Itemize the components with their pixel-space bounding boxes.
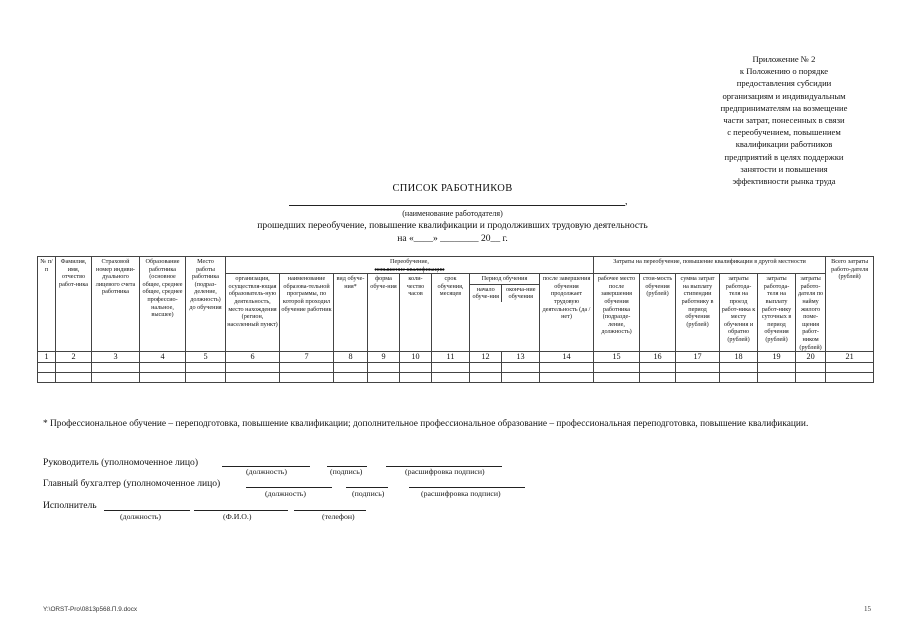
header-program: наименование образова-тельной программы, по которой проходил обучение работник	[280, 274, 334, 352]
accountant-caption-position: (должность)	[265, 489, 306, 498]
employer-comma: ,	[625, 196, 628, 207]
header-retraining-title: Переобучение,	[390, 258, 429, 265]
header-period-group	[470, 274, 540, 352]
header-snils: Страховой номер индиви-дуального лицевого счета работника	[92, 257, 140, 352]
appendix-line: занятости и повышения	[740, 163, 828, 174]
date-line: на «____» ________ 20__ г.	[397, 233, 508, 244]
appendix-line: предпринимателям на возмещение	[720, 102, 848, 113]
accountant-position-line	[246, 487, 332, 488]
appendix-line: организациям и индивидуальным	[722, 90, 846, 101]
table-row	[38, 373, 874, 383]
column-number: 6	[226, 352, 280, 363]
column-number: 7	[280, 352, 334, 363]
column-number: 12	[470, 352, 502, 363]
column-number: 10	[400, 352, 432, 363]
header-costs-group: Затраты на переобучение, повышение квалификации в другой местности	[594, 257, 826, 274]
header-total: Всего затраты работо-дателя (рублей)	[826, 257, 874, 352]
executor-caption-phone: (телефон)	[322, 512, 355, 521]
column-number: 1	[38, 352, 56, 363]
head-caption-signature: (подпись)	[330, 467, 363, 476]
header-daily: затраты работода-теля на выплату работ-нику суточных в период обучения (рублей)	[758, 274, 796, 352]
header-continues-work: после завершения обучения продолжает трудовую деятельность (да / нет)	[540, 274, 594, 352]
appendix-heading	[668, 53, 900, 187]
accountant-caption-signature: (подпись)	[352, 489, 385, 498]
executor-label: Исполнитель	[43, 500, 97, 511]
header-period: Период обучения	[470, 274, 539, 285]
head-caption-decode: (расшифровка подписи)	[405, 467, 485, 476]
header-period-end: оконча-ние обучения	[505, 285, 536, 301]
header-hours: коли-чество часов	[400, 274, 432, 352]
header-period-start: начало обуче-ния	[470, 285, 502, 302]
employer-name-line	[289, 205, 625, 206]
column-number: 11	[432, 352, 470, 363]
column-number: 9	[368, 352, 400, 363]
accountant-caption-decode: (расшифровка подписи)	[421, 489, 501, 498]
head-caption-position: (должность)	[246, 467, 287, 476]
header-housing: затраты работо-дателя по найму жилого поме-щения работ-ником (рублей)	[796, 274, 826, 352]
header-education: Образование работника (основное общее, среднее общее, среднее профессио-нальное, высшее)	[140, 257, 186, 352]
accountant-signature-line	[346, 487, 388, 488]
appendix-line: с переобучением, повышением	[727, 127, 841, 138]
header-retraining-group	[226, 257, 594, 274]
appendix-line: эффективности рынка труда	[732, 176, 836, 187]
executor-position-line	[104, 510, 190, 511]
column-number: 16	[640, 352, 676, 363]
footer-file-path: Y:\ORST-Pro\0813p568.П.9.docx	[43, 606, 138, 613]
header-cost: стои-мость обучения (рублей)	[640, 274, 676, 352]
appendix-line: к Положению о порядке	[739, 66, 829, 77]
appendix-line: предоставления субсидии	[736, 78, 832, 89]
column-number: 13	[502, 352, 540, 363]
column-number: 18	[720, 352, 758, 363]
executor-name-line	[194, 510, 288, 511]
column-number: 2	[56, 352, 92, 363]
header-organization: организация, осуществля-ющая образователь-ную деятельность, место нахождения (регион, населенный пункт)	[226, 274, 280, 352]
column-number: 15	[594, 352, 640, 363]
workers-table	[37, 256, 874, 383]
appendix-line: части затрат, понесенных в связи	[723, 115, 845, 126]
header-term: срок обучения, месяцев	[432, 274, 470, 352]
column-number-row	[38, 352, 874, 363]
column-number: 17	[676, 352, 720, 363]
executor-caption-position: (должность)	[120, 512, 161, 521]
accountant-signature-label: Главный бухгалтер (уполномоченное лицо)	[43, 478, 221, 489]
header-stipend: сумма затрат на выплату стипендии работнику в период обучения (рублей)	[676, 274, 720, 352]
document-title: СПИСОК РАБОТНИКОВ	[392, 183, 513, 194]
executor-phone-line	[294, 510, 366, 511]
header-new-workplace: рабочее место после завершения обучения работника (подразде-ление, должность)	[594, 274, 640, 352]
appendix-line: квалификации работников	[735, 139, 833, 150]
page-number: 15	[864, 605, 871, 613]
executor-caption-name: (Ф.И.О.)	[223, 512, 252, 521]
column-number: 4	[140, 352, 186, 363]
column-number: 20	[796, 352, 826, 363]
column-number: 3	[92, 352, 140, 363]
column-number: 8	[334, 352, 368, 363]
employer-caption: (наименование работодателя)	[402, 209, 503, 218]
column-number: 19	[758, 352, 796, 363]
header-full-name: Фамилия, имя, отчество работ-ника	[56, 257, 92, 352]
header-number: № п/п	[38, 257, 56, 352]
header-retraining-title-2: повышение квалификации	[374, 265, 445, 273]
header-workplace: Место работы работника (подраз-деление, должность) до обучения	[186, 257, 226, 352]
header-training-form: форма обуче-ния	[368, 274, 400, 352]
header-training-type: вид обуче-ния*	[334, 274, 368, 352]
header-travel: затраты работода-теля на проезд работ-ника к месту обучения и обратно (рублей)	[720, 274, 758, 352]
column-number: 14	[540, 352, 594, 363]
table-row	[38, 363, 874, 373]
document-subtitle: прошедших переобучение, повышение квалификации и продолживших трудовую деятельность	[257, 220, 648, 231]
footnote: * Профессиональное обучение – переподготовка, повышение квалификации; дополнительное профессиональное образование – профессиональная переподготовка, повышение квалификации.	[43, 419, 809, 429]
appendix-line: предприятий в целях поддержки	[724, 151, 844, 162]
column-number: 5	[186, 352, 226, 363]
appendix-line: Приложение № 2	[752, 54, 816, 64]
accountant-decode-line	[409, 487, 525, 488]
column-number: 21	[826, 352, 874, 363]
head-signature-label: Руководитель (уполномоченное лицо)	[43, 457, 199, 468]
